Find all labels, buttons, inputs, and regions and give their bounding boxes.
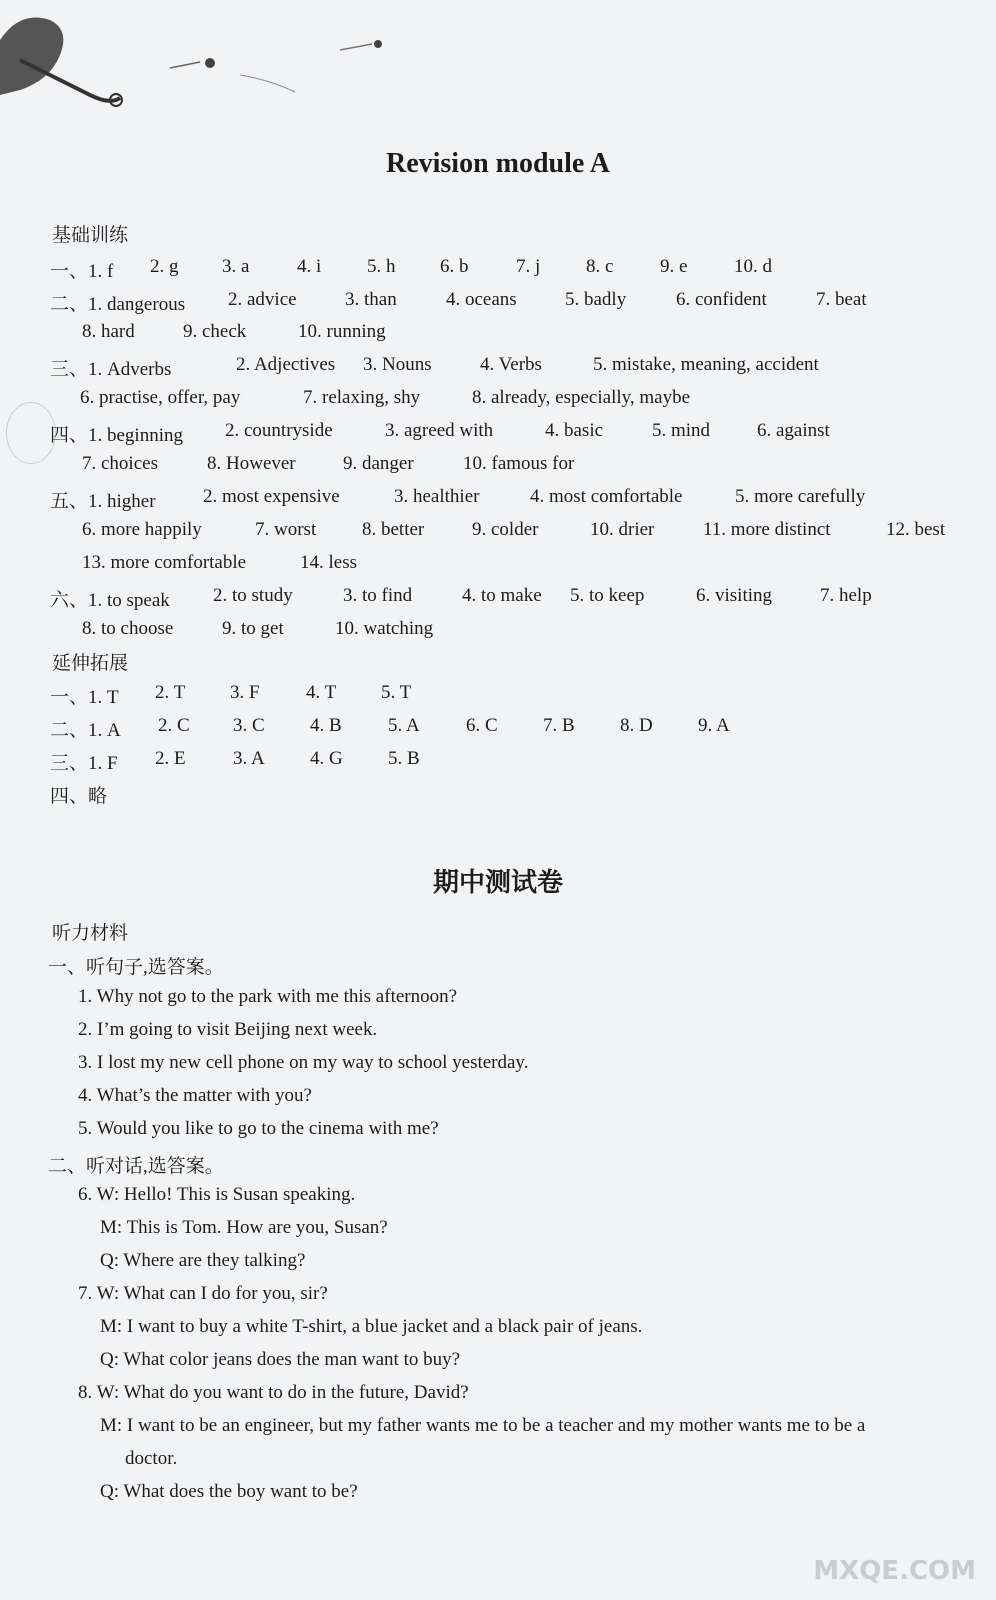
answer-item: 2. advice — [228, 289, 297, 310]
answer-item: 一、1. f — [50, 261, 114, 282]
listening-line: 4. What’s the matter with you? — [78, 1085, 312, 1106]
answer-item: 3. F — [230, 682, 260, 703]
answer-item: 9. e — [660, 256, 688, 277]
answer-item: 五、1. higher — [50, 491, 156, 512]
answer-item: 二、1. dangerous — [50, 294, 186, 315]
listening-line: Q: What does the boy want to be? — [100, 1481, 358, 1502]
answer-item: 3. Nouns — [363, 354, 432, 375]
answer-item: 四、略 — [50, 786, 108, 807]
answer-item: 二、1. A — [50, 720, 121, 741]
answer-item: 4. oceans — [446, 289, 517, 310]
listening-line: 二、听对话,选答案。 — [48, 1156, 224, 1177]
listening-line: Q: What color jeans does the man want to buy? — [100, 1349, 461, 1370]
answer-item: 14. less — [300, 552, 357, 573]
answer-item: 10. drier — [590, 519, 655, 540]
answer-item: 7. worst — [255, 519, 317, 540]
answer-item: 7. B — [543, 715, 575, 736]
subheading-basic: 基础训练 — [52, 224, 129, 246]
section-title-midterm: 期中测试卷 — [432, 868, 563, 898]
subheading-listening: 听力材料 — [52, 922, 129, 944]
answer-item: 6. against — [757, 420, 830, 441]
answer-item: 3. A — [233, 748, 265, 769]
answer-item: 6. C — [466, 715, 498, 736]
listening-line: 5. Would you like to go to the cinema with me? — [78, 1118, 439, 1139]
answer-item: 12. best — [886, 519, 946, 540]
answer-item: 9. danger — [343, 453, 414, 474]
listening-line: 一、听句子,选答案。 — [48, 957, 224, 978]
answer-item: 7. beat — [816, 289, 867, 310]
answer-item: 8. However — [207, 453, 296, 474]
watermark-logo: MXQE.COM — [813, 1556, 976, 1586]
answer-item: 6. practise, offer, pay — [80, 387, 241, 408]
answer-item: 7. help — [820, 585, 872, 606]
answer-item: 2. most expensive — [203, 486, 340, 507]
answer-item: 四、1. beginning — [50, 425, 183, 446]
answer-item: 4. to make — [462, 585, 542, 606]
answer-item: 六、1. to speak — [50, 590, 170, 611]
answer-item: 7. j — [516, 256, 541, 277]
listening-line: 2. I’m going to visit Beijing next week. — [78, 1019, 378, 1040]
answer-item: 5. A — [388, 715, 420, 736]
answer-item: 2. g — [150, 256, 179, 277]
answer-item: 三、1. F — [50, 753, 118, 774]
answer-item: 三、1. Adverbs — [50, 359, 172, 380]
listening-line: M: I want to be an engineer, but my father wants me to be a teacher and my mother wants me to be a — [100, 1415, 866, 1436]
listening-line: M: I want to buy a white T-shirt, a blue jacket and a black pair of jeans. — [100, 1316, 643, 1337]
answer-item: 8. better — [362, 519, 425, 540]
answer-item: 4. G — [310, 748, 343, 769]
answer-item: 8. D — [620, 715, 653, 736]
answer-item: 3. a — [222, 256, 250, 277]
answer-item: 8. to choose — [82, 618, 174, 639]
answer-item: 5. mistake, meaning, accident — [593, 354, 819, 375]
listening-line: 1. Why not go to the park with me this afternoon? — [78, 986, 458, 1007]
answer-item: 7. choices — [82, 453, 158, 474]
hockey-player-illustration — [0, 0, 400, 130]
answer-item: 6. more happily — [82, 519, 202, 540]
answer-item: 5. to keep — [570, 585, 645, 606]
answer-item: 13. more comfortable — [82, 552, 247, 573]
listening-line: 3. I lost my new cell phone on my way to school yesterday. — [78, 1052, 529, 1073]
answer-item: 11. more distinct — [703, 519, 831, 540]
answer-item: 5. h — [367, 256, 396, 277]
answer-item: 3. to find — [343, 585, 413, 606]
answer-item: 9. check — [183, 321, 247, 342]
answer-item: 8. c — [586, 256, 614, 277]
answer-item: 3. agreed with — [385, 420, 494, 441]
answer-item: 3. than — [345, 289, 397, 310]
answer-item: 4. i — [297, 256, 322, 277]
answer-item: 2. countryside — [225, 420, 333, 441]
answer-item: 10. running — [298, 321, 386, 342]
answer-item: 7. relaxing, shy — [303, 387, 421, 408]
answer-item: 4. basic — [545, 420, 604, 441]
answer-item: 9. to get — [222, 618, 284, 639]
listening-line: doctor. — [125, 1448, 178, 1469]
answer-item: 4. most comfortable — [530, 486, 683, 507]
listening-line: 6. W: Hello! This is Susan speaking. — [78, 1184, 356, 1205]
answer-item: 8. already, especially, maybe — [472, 387, 691, 408]
answer-item: 2. to study — [213, 585, 293, 606]
answer-item: 2. T — [155, 682, 186, 703]
answer-item: 一、1. T — [50, 687, 119, 708]
listening-line: M: This is Tom. How are you, Susan? — [100, 1217, 388, 1238]
listening-line: Q: Where are they talking? — [100, 1250, 306, 1271]
answer-item: 5. mind — [652, 420, 711, 441]
listening-line: 8. W: What do you want to do in the future, David? — [78, 1382, 469, 1403]
answer-item: 10. famous for — [463, 453, 575, 474]
listening-line: 7. W: What can I do for you, sir? — [78, 1283, 328, 1304]
answer-item: 6. visiting — [696, 585, 773, 606]
stamp-seal — [6, 402, 56, 464]
answer-item: 3. C — [233, 715, 265, 736]
answer-item: 9. A — [698, 715, 730, 736]
answer-item: 5. more carefully — [735, 486, 866, 507]
answer-item: 10. watching — [335, 618, 434, 639]
answer-item: 4. T — [306, 682, 337, 703]
answer-item: 2. E — [155, 748, 186, 769]
answer-item: 4. B — [310, 715, 342, 736]
answer-item: 2. C — [158, 715, 190, 736]
answer-item: 5. B — [388, 748, 420, 769]
answer-item: 6. b — [440, 256, 469, 277]
answer-item: 5. T — [381, 682, 412, 703]
answer-item: 9. colder — [472, 519, 539, 540]
answer-item: 6. confident — [676, 289, 767, 310]
answer-item: 4. Verbs — [480, 354, 542, 375]
section-title-revision: Revision module A — [385, 148, 611, 179]
subheading-extension: 延伸拓展 — [52, 652, 129, 674]
answer-item: 10. d — [734, 256, 772, 277]
answer-item: 5. badly — [565, 289, 627, 310]
answer-item: 2. Adjectives — [236, 354, 336, 375]
answer-item: 8. hard — [82, 321, 135, 342]
answer-item: 3. healthier — [394, 486, 480, 507]
